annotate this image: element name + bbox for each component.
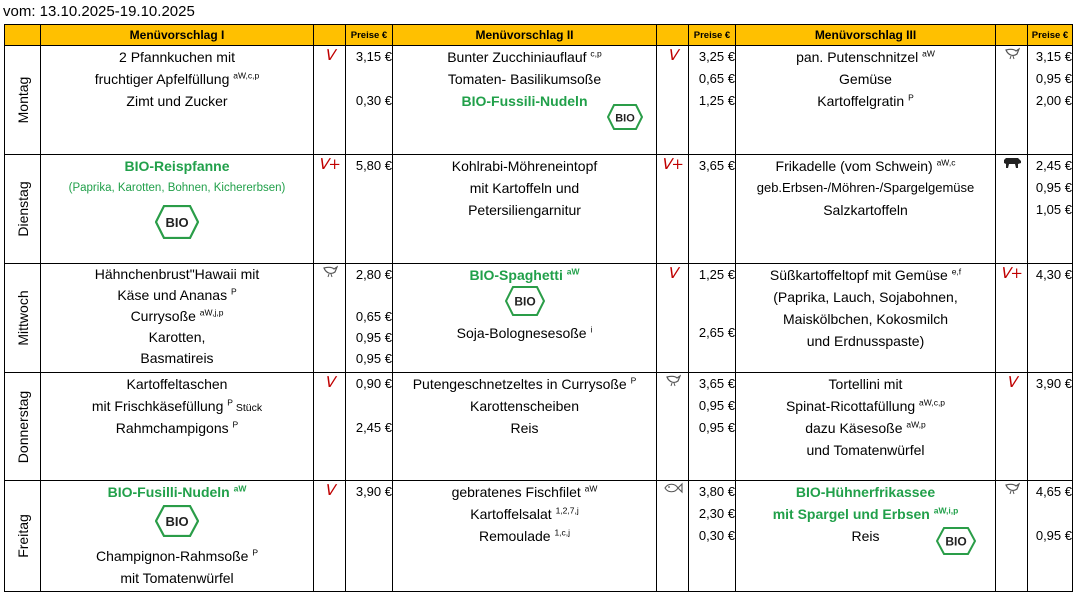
price: 0,30 € [698, 528, 735, 543]
fish-icon [663, 482, 683, 494]
bio-logo-icon [155, 505, 199, 537]
dish-line: Petersiliengarnitur [468, 202, 581, 218]
allergen-code: P [227, 397, 233, 408]
price: 3,15 € [1035, 49, 1072, 64]
dish-cell [736, 264, 996, 373]
dish-cell [41, 46, 314, 155]
diet-icon-cell [657, 155, 689, 264]
dish-line: und Tomatenwürfel [806, 442, 925, 458]
diet-icon-cell [657, 373, 689, 481]
dish-line: Reis [851, 528, 880, 544]
day-label: Montag [14, 76, 31, 124]
day-label: Mittwoch [14, 290, 31, 346]
price-cell [346, 373, 393, 481]
allergen-code: aW [922, 48, 935, 59]
diet-icon-cell [314, 46, 346, 155]
diet-icon-cell [314, 373, 346, 481]
price-cell [1028, 481, 1073, 592]
price-cell [689, 373, 736, 481]
dish-cell [393, 46, 657, 155]
price: 4,65 € [1035, 484, 1072, 499]
day-cell-dienstag [5, 155, 41, 264]
dish-line: Kartoffeltaschen [126, 376, 228, 392]
day-cell-freitag [5, 481, 41, 592]
price: 1,25 € [698, 267, 735, 282]
diet-icon-cell [657, 481, 689, 592]
price-cell [689, 46, 736, 155]
price: 3,80 € [698, 484, 735, 499]
allergen-code: P [252, 547, 259, 558]
price-cell [346, 264, 393, 373]
pig-icon [1002, 155, 1022, 169]
dish-line: Zimt und Zucker [126, 93, 228, 109]
dish-line: (Paprika, Lauch, Sojabohnen, [773, 289, 958, 305]
svg-text:BIO: BIO [513, 294, 536, 309]
price: 3,25 € [698, 49, 735, 64]
dish-line: Maiskölbchen, Kokosmilch [783, 311, 948, 327]
dish-line: Basmatireis [140, 350, 214, 366]
svg-text:BIO: BIO [165, 514, 189, 529]
dish-line: gebratenes Fischfilet $^{aW}$ [451, 483, 598, 500]
dish-line: Karotten, [148, 329, 206, 345]
price-cell [689, 155, 736, 264]
header-icon3 [996, 25, 1028, 46]
dish-cell [41, 373, 314, 481]
dish-line: Soja-Bolognesesoße $^i$ [456, 324, 593, 341]
dish-line-bio: BIO-Spaghetti $^{aW}$ [469, 266, 580, 283]
dish-line: Kohlrabi-Möhreneintopf [451, 158, 598, 174]
price-cell [1028, 373, 1073, 481]
dish-line: Hähnchenbrust"Hawaii mit [94, 266, 260, 282]
unit-note: Stück [232, 402, 263, 414]
dish-line: mit Tomatenwürfel [120, 570, 234, 586]
dish-line: mit Kartoffeln und [469, 180, 580, 196]
price: 2,00 € [1035, 93, 1072, 108]
allergen-code: c,p [590, 48, 602, 59]
dish-line: Kartoffelgratin $^P$ [817, 92, 914, 109]
dish-cell [393, 264, 657, 373]
poultry-icon [665, 373, 681, 387]
vegetarian-icon: ᐯ [324, 373, 335, 391]
header-price3: Preise € [1028, 25, 1073, 46]
dish-line: dazu Käsesoße $^{aW,p}$ [805, 419, 926, 436]
allergen-code: P [232, 419, 239, 430]
row-mittwoch [5, 264, 1073, 373]
diet-icon-cell [996, 373, 1028, 481]
dish-line: Karottenscheiben [470, 398, 579, 414]
dish-line-bio: BIO-Hühnerfrikassee [795, 484, 936, 500]
day-cell-mittwoch [5, 264, 41, 373]
price: 3,90 € [1035, 376, 1072, 391]
vegetarian-icon: ᐯ [324, 46, 335, 64]
dish-cell [41, 264, 314, 373]
allergen-code: 1,c,j [554, 527, 571, 538]
poultry-icon [322, 264, 338, 278]
dish-line: Gemüse [839, 71, 892, 87]
svg-text:BIO: BIO [615, 112, 635, 125]
poultry-icon [1004, 481, 1020, 495]
menu-table [4, 24, 1073, 592]
allergen-code: P [908, 92, 914, 103]
dish-line: Bunter Zucchiniauflauf $^{c,p}$ [447, 48, 602, 65]
price: 2,80 € [355, 267, 392, 282]
diet-icon-cell [657, 264, 689, 373]
dish-line: fruchtiger Apfelfüllung $^{aW,c,p}$ [94, 70, 260, 87]
price-cell [346, 155, 393, 264]
day-label: Donnerstag [14, 390, 31, 463]
row-montag [5, 46, 1073, 155]
day-label: Freitag [14, 514, 31, 558]
allergen-code: aW [233, 483, 247, 494]
dish-line: Kartoffelsalat $^{1,2,7,j}$ [470, 505, 579, 522]
dish-line: Currysoße $^{aW,j,p}$ [130, 307, 224, 324]
day-cell-montag [5, 46, 41, 155]
allergen-code: aW [584, 483, 598, 494]
price-cell [689, 481, 736, 592]
allergen-code: i [590, 324, 593, 335]
day-cell-donnerstag [5, 373, 41, 481]
price: 3,65 € [698, 376, 735, 391]
diet-icon-cell [314, 264, 346, 373]
dish-line: Champignon-Rahmsoße $^P$ [95, 547, 259, 564]
header-row [5, 25, 1073, 46]
vegan-icon: ᐯ+ [1000, 264, 1023, 282]
dish-line: Frikadelle (vom Schwein) $^{aW,c}$ [775, 157, 956, 174]
dish-line: Rahmchampigons $^P$ [115, 419, 239, 436]
allergen-code: aW,j,p [199, 307, 224, 318]
header-icon2 [657, 25, 689, 46]
header-menu2: Menüvorschlag II [393, 25, 657, 46]
row-dienstag [5, 155, 1073, 264]
price: 1,25 € [698, 93, 735, 108]
header-corner [5, 25, 41, 46]
header-price1: Preise € [346, 25, 393, 46]
header-price2: Preise € [689, 25, 736, 46]
price-cell [1028, 155, 1073, 264]
dish-line: Süßkartoffeltopf mit Gemüse $^{e,f}$ [769, 266, 962, 283]
header-menu3: Menüvorschlag III [736, 25, 996, 46]
vegan-icon: ᐯ+ [661, 155, 684, 173]
allergen-code: aW,i,p [933, 505, 959, 516]
dish-cell [736, 481, 996, 592]
price: 1,05 € [1035, 202, 1072, 217]
header-menu1: Menüvorschlag I [41, 25, 314, 46]
period-label: vom: 13.10.2025-19.10.2025 [3, 3, 195, 20]
price: 2,45 € [355, 420, 392, 435]
dish-line: Putengeschnetzeltes in Currysoße $^P$ [412, 375, 637, 392]
dish-cell [736, 373, 996, 481]
dish-line-bio: mit Spargel und Erbsen $^{aW,i,p}$ [772, 505, 959, 522]
price: 3,65 € [698, 158, 735, 173]
price: 0,90 € [355, 376, 392, 391]
row-donnerstag [5, 373, 1073, 481]
price-cell [1028, 46, 1073, 155]
diet-icon-cell [314, 481, 346, 592]
price-cell [689, 264, 736, 373]
price: 0,65 € [355, 309, 392, 324]
vegetarian-icon: ᐯ [1006, 373, 1017, 391]
bio-logo-icon [505, 286, 545, 316]
dish-cell [393, 155, 657, 264]
price: 0,95 € [355, 330, 392, 345]
price: 0,95 € [698, 420, 735, 435]
allergen-code: aW,c,p [919, 397, 946, 408]
header-icon1 [314, 25, 346, 46]
dish-line: pan. Putenschnitzel $^{aW}$ [796, 48, 935, 65]
price: 0,95 € [698, 398, 735, 413]
diet-icon-cell [996, 264, 1028, 373]
allergen-code: aW,c [936, 157, 956, 168]
dish-line: Käse und Ananas $^P$ [117, 286, 237, 303]
dish-line-bio: BIO-Fusilli-Nudeln $^{aW}$ [107, 483, 247, 500]
price: 5,80 € [355, 158, 392, 173]
dish-cell [41, 481, 314, 592]
dish-cell [736, 155, 996, 264]
price-cell [346, 46, 393, 155]
dish-line: Tomaten- Basilikumsoße [447, 71, 602, 87]
dish-line: Salzkartoffeln [823, 202, 908, 218]
dish-line: geb.Erbsen-/Möhren-/Spargelgemüse [756, 180, 975, 195]
dish-line: Spinat-Ricottafüllung $^{aW,c,p}$ [785, 397, 946, 414]
price: 0,95 € [355, 351, 392, 366]
price: 0,95 € [1035, 71, 1072, 86]
dish-cell [393, 373, 657, 481]
vegan-icon: ᐯ+ [318, 155, 341, 173]
dish-line: Tortellini mit [828, 376, 903, 392]
dish-line: mit Frischkäsefüllung $^P$ Stück [91, 397, 263, 414]
allergen-code: aW [566, 266, 580, 277]
dish-cell [393, 481, 657, 592]
price: 0,95 € [1035, 528, 1072, 543]
row-freitag [5, 481, 1073, 592]
dish-line: Reis [510, 420, 539, 436]
diet-icon-cell [657, 46, 689, 155]
dish-cell [41, 155, 314, 264]
bio-logo-icon [607, 104, 643, 130]
dish-line: 2 Pfannkuchen mit [119, 49, 235, 65]
allergen-code: 1,2,7,j [555, 505, 579, 516]
price: 3,90 € [355, 484, 392, 499]
poultry-icon [1004, 46, 1020, 60]
bio-logo-icon [936, 527, 976, 555]
allergen-code: P [630, 375, 637, 386]
diet-icon-cell [996, 155, 1028, 264]
allergen-code: aW,c,p [233, 70, 260, 81]
price-cell [1028, 264, 1073, 373]
dish-line-bio: BIO-Fussili-Nudeln [461, 93, 588, 109]
allergen-code: aW,p [906, 419, 926, 430]
price: 2,65 € [698, 325, 735, 340]
day-label: Dienstag [14, 181, 31, 237]
price: 2,45 € [1035, 158, 1072, 173]
diet-icon-cell [996, 481, 1028, 592]
diet-icon-cell [314, 155, 346, 264]
svg-text:BIO: BIO [945, 534, 967, 549]
price: 3,15 € [355, 49, 392, 64]
diet-icon-cell [996, 46, 1028, 155]
svg-text:BIO: BIO [165, 215, 189, 230]
price: 0,65 € [698, 71, 735, 86]
price: 4,30 € [1035, 267, 1072, 282]
dish-line: (Paprika, Karotten, Bohnen, Kichererbsen) [68, 182, 286, 194]
price: 0,95 € [1035, 180, 1072, 195]
dish-line-bio: BIO-Reispfanne [124, 158, 230, 174]
bio-logo-icon [155, 205, 199, 239]
dish-line: und Erdnusspaste) [806, 333, 925, 349]
price-cell [346, 481, 393, 592]
allergen-code: P [230, 286, 237, 297]
price: 0,30 € [355, 93, 392, 108]
vegetarian-icon: ᐯ [667, 264, 678, 282]
vegetarian-icon: ᐯ [324, 481, 335, 499]
allergen-code: e,f [951, 266, 962, 277]
price: 2,30 € [698, 506, 735, 521]
dish-cell [736, 46, 996, 155]
vegetarian-icon: ᐯ [667, 46, 678, 64]
dish-line: Remoulade $^{1,c,j}$ [478, 527, 571, 544]
